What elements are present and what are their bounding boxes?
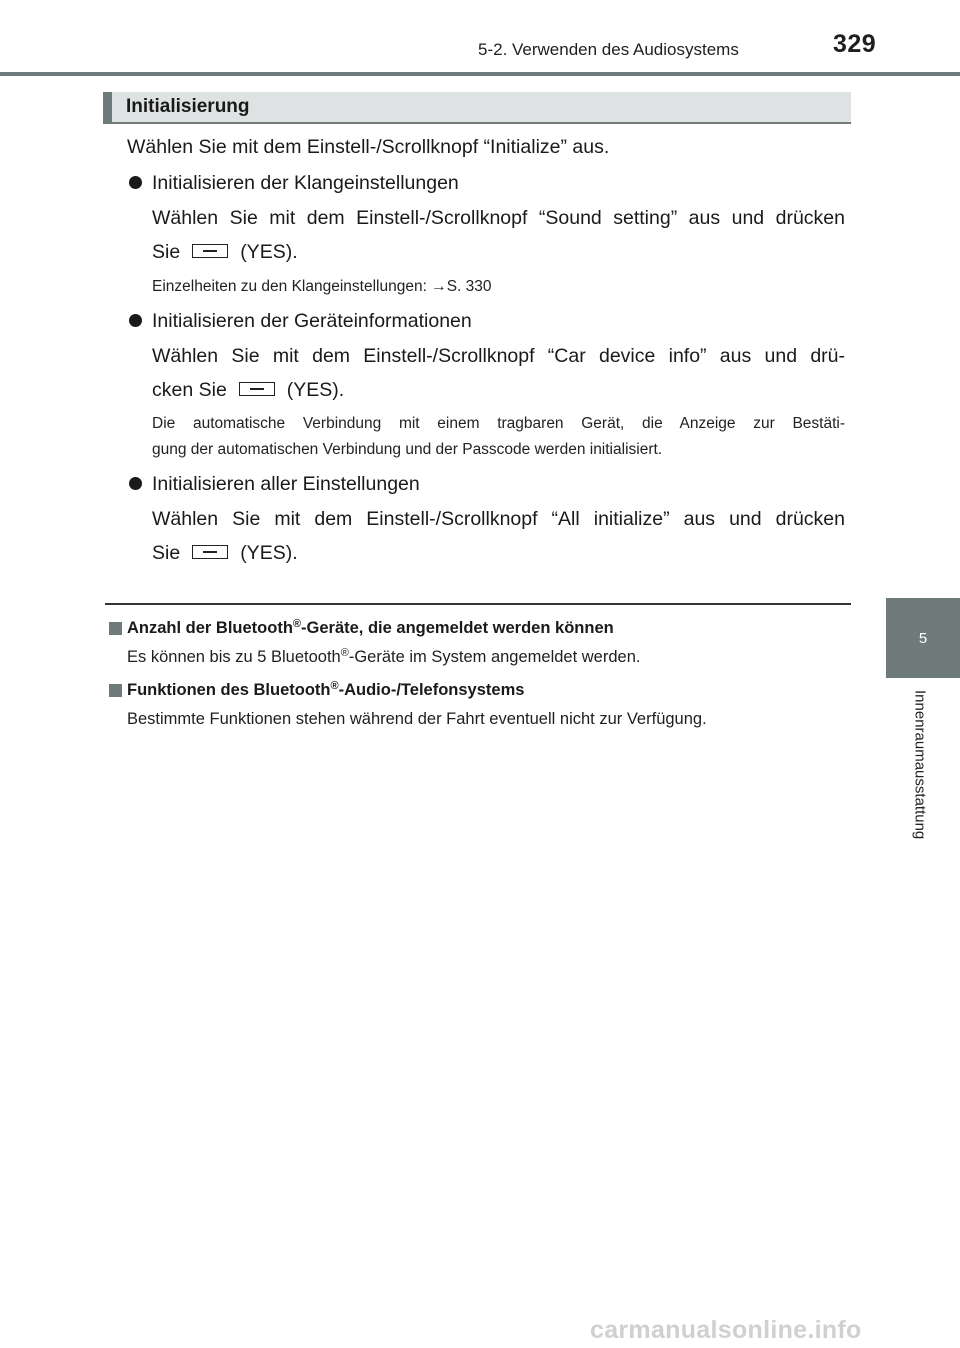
notes-divider bbox=[105, 603, 851, 605]
yes-button-icon bbox=[192, 545, 228, 559]
bullet-icon bbox=[129, 176, 142, 189]
item-text-device-pre: cken Sie bbox=[152, 379, 227, 401]
note-text-bluetooth-functions: Bestimmte Funktionen stehen während der Fahrt eventuell nicht zur Verfügung. bbox=[127, 710, 707, 728]
running-header-title: 5-2. Verwenden des Audiosystems bbox=[478, 40, 739, 59]
note-heading-pre: Anzahl der Bluetooth bbox=[127, 619, 293, 637]
item-text-sound-pre: Sie bbox=[152, 241, 181, 263]
section-title: Initialisierung bbox=[126, 96, 250, 117]
item-heading-all: Initialisieren aller Einstellungen bbox=[152, 473, 420, 495]
bullet-icon bbox=[129, 314, 142, 327]
registered-mark: ® bbox=[340, 647, 349, 659]
item-text-all-line2 bbox=[152, 536, 298, 570]
note-text-post: -Geräte im System angemeldet werden. bbox=[348, 648, 641, 666]
watermark: carmanualsonline.info bbox=[590, 1316, 862, 1344]
chapter-number: 5 bbox=[918, 629, 928, 647]
section-heading-accent bbox=[103, 92, 112, 122]
item-text-device: Wählen Sie mit dem Einstell-/Scrollknopf “Car device info” aus und drü- bbox=[152, 345, 845, 367]
chapter-tab[interactable] bbox=[886, 598, 960, 678]
chapter-label: Innenraumausstattung bbox=[911, 690, 929, 840]
item-text-all: Wählen Sie mit dem Einstell-/Scrollknopf “All initialize” aus und drücken bbox=[152, 508, 845, 530]
note-heading-bluetooth-count bbox=[127, 619, 614, 638]
yes-button-icon bbox=[192, 244, 228, 258]
note-heading-bluetooth-functions bbox=[127, 681, 524, 700]
note-square-icon bbox=[109, 684, 122, 697]
item-note-device-line1: Die automatische Verbindung mit einem tragbaren Gerät, die Anzeige zur Bestäti- bbox=[152, 415, 845, 432]
page-number: 329 bbox=[833, 30, 877, 58]
bullet-icon bbox=[129, 477, 142, 490]
header-rule bbox=[0, 72, 960, 76]
note-text-bluetooth-count bbox=[127, 648, 640, 667]
item-heading-device: Initialisieren der Geräteinformationen bbox=[152, 310, 472, 332]
note-heading-post: -Audio-/Telefonsystems bbox=[338, 681, 525, 699]
section-heading-bar bbox=[103, 92, 851, 124]
item-text-device-line2 bbox=[152, 373, 344, 407]
item-text-sound-line2 bbox=[152, 235, 298, 269]
yes-button-icon bbox=[239, 382, 275, 396]
note-heading-post: -Geräte, die angemeldet werden können bbox=[301, 619, 614, 637]
note-text-pre: Es können bis zu 5 Bluetooth bbox=[127, 648, 341, 666]
registered-mark: ® bbox=[292, 618, 302, 630]
item-text-all-post: (YES). bbox=[240, 542, 298, 564]
item-text-device-post: (YES). bbox=[286, 379, 345, 401]
item-text-sound-post: (YES). bbox=[240, 241, 298, 263]
registered-mark: ® bbox=[330, 680, 339, 692]
item-note-sound: Einzelheiten zu den Klangeinstellungen: →S. 330 bbox=[152, 278, 492, 295]
item-text-all-pre: Sie bbox=[152, 542, 181, 564]
note-square-icon bbox=[109, 622, 122, 635]
note-heading-pre: Funktionen des Bluetooth bbox=[127, 681, 331, 699]
item-note-device-line2: gung der automatischen Verbindung und der Passcode werden initialisiert. bbox=[152, 441, 663, 458]
section-intro: Wählen Sie mit dem Einstell-/Scrollknopf “Initialize” aus. bbox=[127, 136, 610, 158]
item-text-sound: Wählen Sie mit dem Einstell-/Scrollknopf “Sound setting” aus und drücken bbox=[152, 207, 845, 229]
item-heading-sound: Initialisieren der Klangeinstellungen bbox=[152, 172, 459, 194]
